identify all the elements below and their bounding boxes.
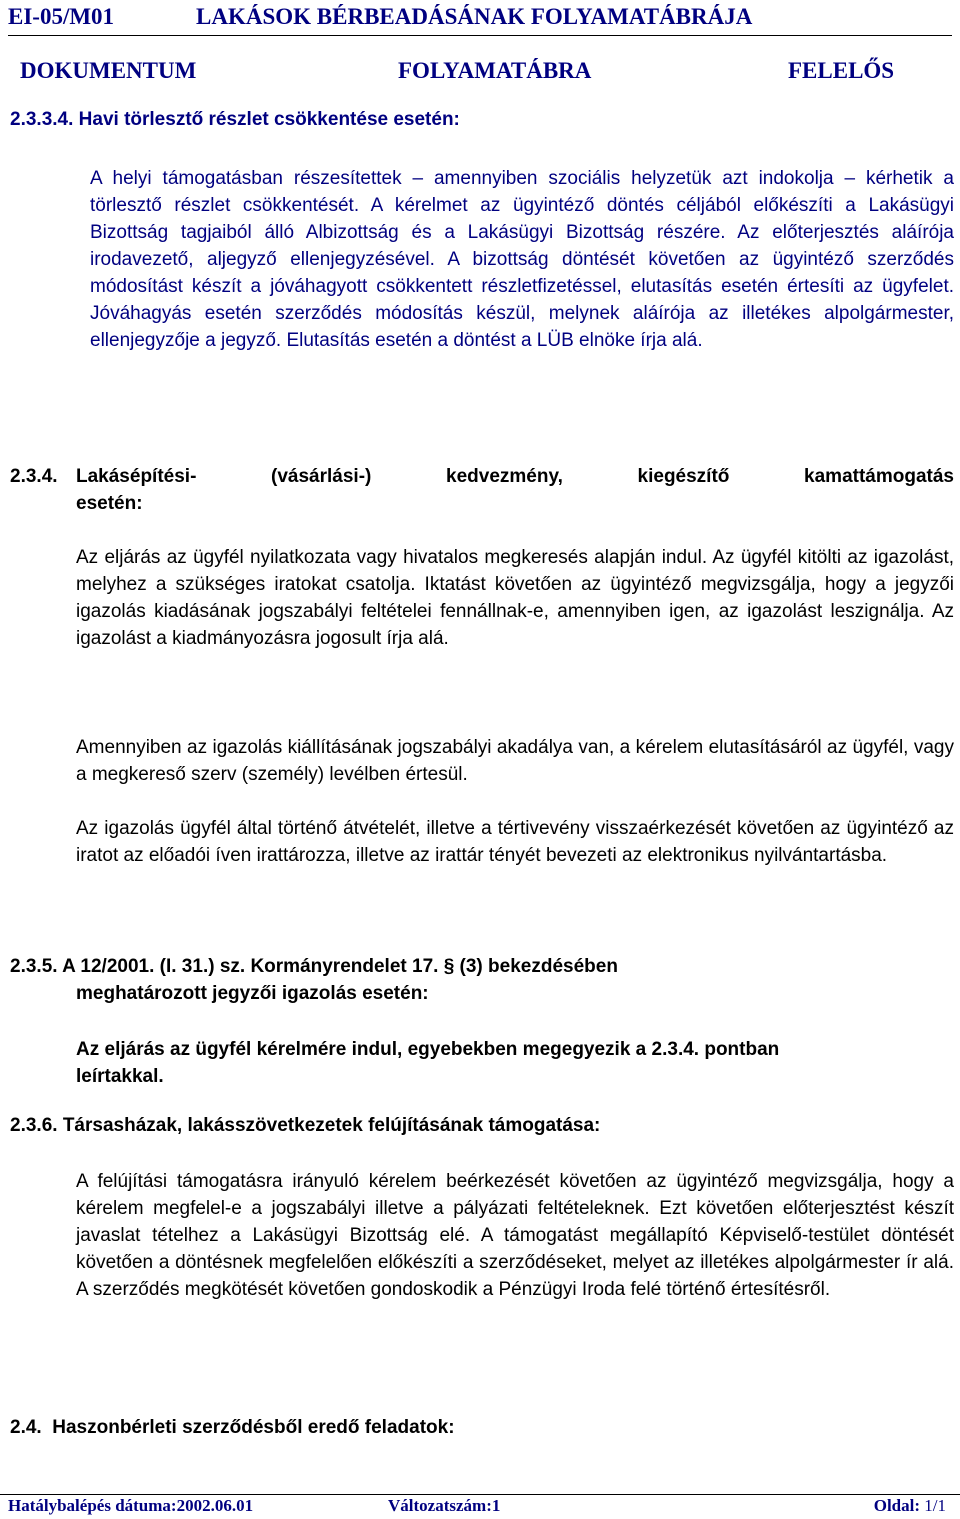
section-heading-2-3-6: 2.3.6. Társasházak, lakásszövetkezetek felújításának támogatása: bbox=[10, 1115, 601, 1136]
effective-date bbox=[8, 1496, 253, 1516]
page-number bbox=[874, 1496, 946, 1516]
version-value: 1 bbox=[491, 1496, 501, 1515]
section-heading-2-3-5-line1: 2.3.5. A 12/2001. (I. 31.) sz. Kormányrendelet 17. § (3) bekezdésében bbox=[10, 956, 618, 977]
section-heading-2-4: 2.4. Haszonbérleti szerződésből eredő feladatok: bbox=[10, 1417, 455, 1438]
document-title: LAKÁSOK BÉRBEADÁSÁNAK FOLYAMATÁBRÁJA bbox=[196, 4, 753, 29]
column-header-flowchart: FOLYAMATÁBRA bbox=[398, 58, 592, 83]
version-number bbox=[388, 1496, 500, 1516]
page-value: 1/1 bbox=[924, 1496, 946, 1515]
column-header-responsible: FELELŐS bbox=[788, 58, 895, 83]
document-header bbox=[8, 4, 952, 36]
section-body-2-3-3-4: A helyi támogatásban részesítettek – amennyiben szociális helyzetük azt indokolja – kérhetik a törlesztő részlet csökkentését. A kérelmet az ügyintéző döntés céljából előkészíti a Lakásügyi Bizottság tagjaiból álló Albizottság és a Lakásügyi Bizottság részére. Az előterjesztés aláírója irodavezető, aljegyző ellenjegyzésével. A bizottság döntését követően az ügyintéző szerződés módosítást készít a jóváhagyott csökkentett részletfizetéssel, elutasítás esetén értesíti az ügyfelet. Jóváhagyás esetén szerződés módosítás készül, melynek aláírója az illetékes alpolgármester, ellenjegyzője a jegyző. Elutasítás esetén a döntést a LÜB elnöke írja alá. bbox=[90, 168, 954, 351]
page-label: Oldal: bbox=[873, 1496, 921, 1515]
section-2-3-4-paragraph-2: Amennyiben az igazolás kiállításának jogszabályi akadálya van, a kérelem elutasításáról az ügyfél, vagy a megkereső szerv (személy) levélben értesül. bbox=[76, 737, 954, 785]
column-header-document: DOKUMENTUM bbox=[20, 58, 197, 83]
section-number-2-3-4: 2.3.4. bbox=[10, 466, 58, 487]
section-body-2-3-6: A felújítási támogatásra irányuló kérelem beérkezését követően az ügyintéző megvizsgálja, hogy a kérelem megfelel-e a jogszabályi illetve a pályázati feltételeknek. Ezt követően előterjesztést készít javaslat tételhez a Lakásügyi Bizottság elé. A támogatást megállapító Képviselő-testület döntését követően a döntésnek megfelelően előkészíti a szerződéseket, melyet az illetékes alpolgármester ír alá. A szerződés megkötését követően gondoskodik a Pénzügyi Iroda felé történő értesítésről. bbox=[76, 1171, 954, 1300]
footer-rule bbox=[0, 1494, 960, 1495]
section-2-3-4-paragraph-1: Az eljárás az ügyfél nyilatkozata vagy hivatalos megkeresés alapján indul. Az ügyfél kitölti az igazolást, melyhez a szükséges iratokat csatolja. Iktatást követően az ügyintéző megvizsgálja, hogy a jegyzői igazolás kiadásának jogszabályi feltételei fennállnak-e, amennyiben igen, az igazolást leszignálja. Az igazolást a kiadmányozásra jogosult írja alá. bbox=[76, 547, 954, 649]
column-headers bbox=[8, 58, 952, 88]
document-code: EI-05/M01 bbox=[8, 4, 115, 29]
section-heading-2-3-5 bbox=[10, 953, 930, 1007]
document-footer bbox=[8, 1496, 952, 1518]
version-label: Változatszám: bbox=[388, 1496, 492, 1515]
effective-date-value: 2002.06.01 bbox=[176, 1496, 254, 1515]
header-rule bbox=[8, 35, 952, 36]
section-heading-2-3-4-line2: esetén: bbox=[76, 493, 143, 514]
section-body-2-3-5: Az eljárás az ügyfél kérelmére indul, egyebekben megegyezik a 2.3.4. pontban leírtakkal. bbox=[76, 1039, 780, 1087]
section-2-3-4-paragraph-3: Az igazolás ügyfél által történő átvételét, illetve a tértivevény visszaérkezését követően az ügyintéző az iratot az előadói íven irattározza, illetve az irattár tényét bevezeti az elektronikus nyilvántartásba. bbox=[76, 818, 954, 866]
section-heading-2-3-4-line1: Lakásépítési- (vásárlási-) kedvezmény, kiegészítő kamattámogatás bbox=[76, 466, 954, 487]
section-heading-2-3-3-4: 2.3.3.4. Havi törlesztő részlet csökkentése esetén: bbox=[10, 109, 460, 130]
effective-date-label: Hatálybalépés dátuma: bbox=[8, 1496, 177, 1515]
section-heading-2-3-5-line2: meghatározott jegyzői igazolás esetén: bbox=[76, 983, 429, 1004]
section-heading-2-3-4 bbox=[10, 463, 954, 517]
